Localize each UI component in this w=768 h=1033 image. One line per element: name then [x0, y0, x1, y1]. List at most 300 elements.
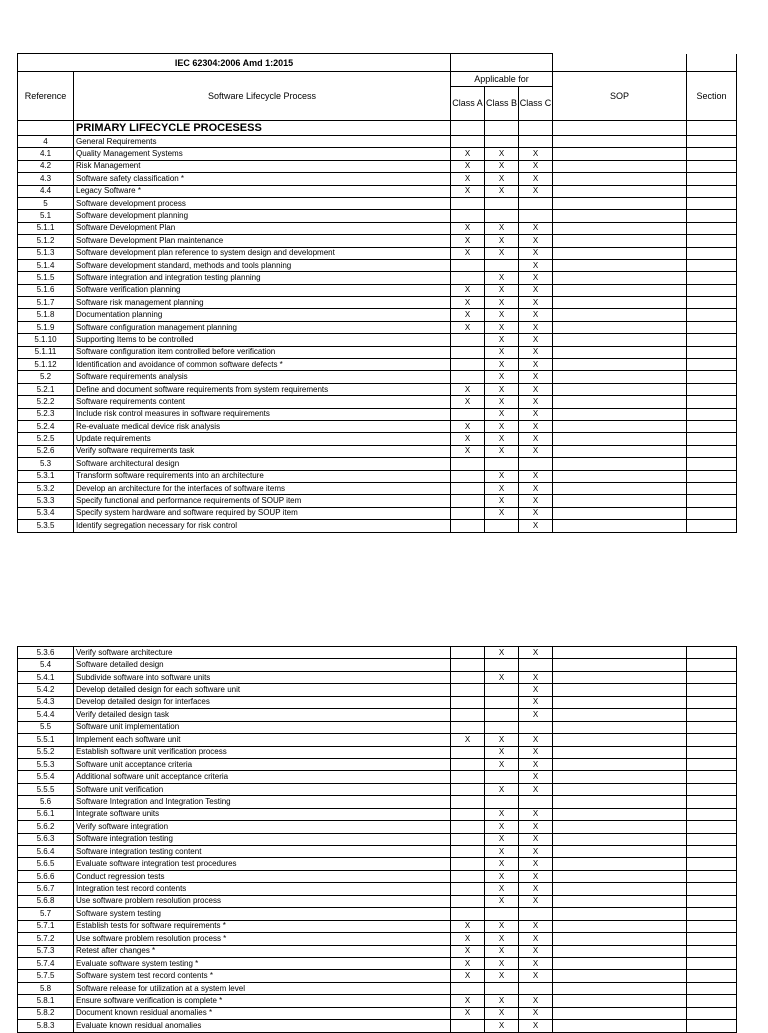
reference-cell: 5.1.10	[18, 334, 74, 346]
sop-cell	[553, 160, 687, 172]
section-cell	[687, 272, 737, 284]
process-cell: Software Development Plan maintenance	[74, 235, 451, 247]
class-c-cell: X	[519, 470, 553, 482]
class-c-cell: X	[519, 346, 553, 358]
class-b-cell: X	[485, 247, 519, 259]
process-cell: Software detailed design	[74, 659, 451, 671]
section-cell	[687, 846, 737, 858]
class-b-cell: X	[485, 671, 519, 683]
class-b-cell: X	[485, 957, 519, 969]
section-cell	[687, 321, 737, 333]
table-row	[18, 197, 737, 209]
process-cell: Software risk management planning	[74, 297, 451, 309]
section-cell	[687, 173, 737, 185]
class-b-cell: X	[485, 359, 519, 371]
class-c-cell: X	[519, 734, 553, 746]
table-row	[18, 846, 737, 858]
class-a-cell: X	[451, 321, 485, 333]
section-cell	[687, 659, 737, 671]
section-cell	[687, 970, 737, 982]
reference-cell: 5.1.5	[18, 272, 74, 284]
class-a-cell	[451, 259, 485, 271]
sop-cell	[553, 297, 687, 309]
reference-cell: 5.7.1	[18, 920, 74, 932]
process-cell: Software release for utilization at a system level	[74, 982, 451, 994]
class-b-cell: X	[485, 1020, 519, 1032]
class-b-cell: X	[485, 970, 519, 982]
class-a-cell: X	[451, 160, 485, 172]
class-b-cell: X	[485, 445, 519, 457]
sop-cell	[553, 470, 687, 482]
class-c-cell: X	[519, 235, 553, 247]
sop-cell	[553, 870, 687, 882]
requirements-table-page-2	[17, 646, 737, 1033]
sop-cell	[553, 858, 687, 870]
table-row	[18, 908, 737, 920]
section-cell	[687, 957, 737, 969]
process-cell: Software unit acceptance criteria	[74, 758, 451, 770]
section-cell	[687, 396, 737, 408]
reference-cell: 5.7.2	[18, 933, 74, 945]
process-cell: Implement each software unit	[74, 734, 451, 746]
table-row	[18, 383, 737, 395]
class-a-cell	[451, 883, 485, 895]
sop-cell	[553, 647, 687, 659]
process-cell: Include risk control measures in software requirements	[74, 408, 451, 420]
class-b-cell: X	[485, 160, 519, 172]
class-a-cell	[451, 771, 485, 783]
table-row	[18, 783, 737, 795]
table-row	[18, 883, 737, 895]
process-cell: Identify segregation necessary for risk control	[74, 520, 451, 532]
reference-cell: 5.1.9	[18, 321, 74, 333]
class-c-cell: X	[519, 858, 553, 870]
section-cell	[687, 136, 737, 148]
table-row	[18, 771, 737, 783]
section-cell	[687, 185, 737, 197]
process-cell: Software safety classification *	[74, 173, 451, 185]
class-b-cell: X	[485, 433, 519, 445]
process-cell: Verify software integration	[74, 821, 451, 833]
class-b-cell: X	[485, 235, 519, 247]
class-c-cell: X	[519, 920, 553, 932]
sop-cell	[553, 933, 687, 945]
class-a-cell	[451, 783, 485, 795]
sop-cell	[553, 185, 687, 197]
process-cell: Additional software unit acceptance criteria	[74, 771, 451, 783]
reference-cell: 5.3.5	[18, 520, 74, 532]
class-c-cell	[519, 721, 553, 733]
table-row	[18, 758, 737, 770]
table-row	[18, 470, 737, 482]
section-cell	[687, 783, 737, 795]
class-c-cell	[519, 796, 553, 808]
class-b-cell	[485, 908, 519, 920]
process-cell: Ensure software verification is complete *	[74, 995, 451, 1007]
class-c-cell: X	[519, 995, 553, 1007]
class-b-cell: X	[485, 408, 519, 420]
class-a-cell: X	[451, 247, 485, 259]
class-b-cell: X	[485, 995, 519, 1007]
section-cell	[687, 297, 737, 309]
table-row	[18, 160, 737, 172]
process-cell: Software integration and integration testing planning	[74, 272, 451, 284]
section-cell	[687, 371, 737, 383]
class-a-cell	[451, 982, 485, 994]
class-a-cell: X	[451, 433, 485, 445]
blank-header-cell	[687, 54, 737, 72]
sop-cell	[553, 659, 687, 671]
class-c-cell: X	[519, 1007, 553, 1019]
class-a-cell: X	[451, 383, 485, 395]
blank-header-cell	[451, 54, 553, 72]
section-cell	[687, 908, 737, 920]
class-a-cell	[451, 846, 485, 858]
class-c-cell: X	[519, 173, 553, 185]
sop-cell	[553, 334, 687, 346]
class-a-cell	[451, 870, 485, 882]
class-c-cell: X	[519, 160, 553, 172]
section-cell	[687, 197, 737, 209]
class-a-cell	[451, 758, 485, 770]
section-cell	[687, 507, 737, 519]
reference-cell: 5.5.3	[18, 758, 74, 770]
reference-cell: 5.6.3	[18, 833, 74, 845]
class-c-cell: X	[519, 870, 553, 882]
class-c-cell	[519, 982, 553, 994]
class-c-cell: X	[519, 957, 553, 969]
section-cell	[687, 482, 737, 494]
section-cell	[687, 222, 737, 234]
table-row	[18, 520, 737, 532]
section-cell	[687, 259, 737, 271]
class-c-cell: X	[519, 185, 553, 197]
process-cell: Evaluate known residual anomalies	[74, 1020, 451, 1032]
reference-cell: 5.1.8	[18, 309, 74, 321]
section-cell	[687, 1020, 737, 1032]
section-cell	[687, 895, 737, 907]
reference-cell: 5.7.3	[18, 945, 74, 957]
class-b-cell: X	[485, 284, 519, 296]
process-cell: Software integration testing content	[74, 846, 451, 858]
class-a-cell	[451, 371, 485, 383]
process-cell: General Requirements	[74, 136, 451, 148]
table-row	[18, 309, 737, 321]
blank-cell	[18, 121, 74, 136]
class-a-cell: X	[451, 920, 485, 932]
table-row	[18, 957, 737, 969]
class-a-cell: X	[451, 957, 485, 969]
class-b-cell: X	[485, 746, 519, 758]
process-cell: Quality Management Systems	[74, 148, 451, 160]
section-cell	[687, 495, 737, 507]
process-cell: Verify detailed design task	[74, 709, 451, 721]
sop-cell	[553, 945, 687, 957]
process-cell: Conduct regression tests	[74, 870, 451, 882]
requirements-table-page-1	[17, 53, 737, 533]
class-a-cell	[451, 659, 485, 671]
blank-cell	[485, 121, 519, 136]
class-c-cell: X	[519, 833, 553, 845]
process-cell: Software development process	[74, 197, 451, 209]
process-cell: Update requirements	[74, 433, 451, 445]
class-c-cell	[519, 197, 553, 209]
class-a-cell: X	[451, 185, 485, 197]
reference-cell: 5.2.4	[18, 420, 74, 432]
sop-cell	[553, 734, 687, 746]
class-a-cell	[451, 408, 485, 420]
class-c-cell	[519, 908, 553, 920]
sop-cell	[553, 846, 687, 858]
table-row	[18, 796, 737, 808]
class-a-cell	[451, 359, 485, 371]
class-b-cell	[485, 520, 519, 532]
reference-cell: 5.8.1	[18, 995, 74, 1007]
section-cell	[687, 858, 737, 870]
section-cell	[687, 671, 737, 683]
sop-cell	[553, 507, 687, 519]
class-b-cell: X	[485, 870, 519, 882]
section-cell	[687, 445, 737, 457]
class-c-cell: X	[519, 746, 553, 758]
table-row	[18, 858, 737, 870]
class-a-cell	[451, 858, 485, 870]
section-cell	[687, 870, 737, 882]
sop-cell	[553, 136, 687, 148]
reference-cell: 5.3.2	[18, 482, 74, 494]
reference-cell: 5.6.4	[18, 846, 74, 858]
table-row	[18, 235, 737, 247]
reference-cell: 5.1.7	[18, 297, 74, 309]
class-b-cell: X	[485, 920, 519, 932]
class-b-cell: X	[485, 821, 519, 833]
section-cell	[687, 995, 737, 1007]
sop-cell	[553, 684, 687, 696]
section-cell	[687, 148, 737, 160]
class-a-cell	[451, 197, 485, 209]
class-b-cell: X	[485, 758, 519, 770]
class-c-cell	[519, 136, 553, 148]
reference-cell: 5.2.2	[18, 396, 74, 408]
table-row	[18, 833, 737, 845]
process-cell: Retest after changes *	[74, 945, 451, 957]
section-cell	[687, 746, 737, 758]
class-c-cell: X	[519, 321, 553, 333]
class-a-cell: X	[451, 734, 485, 746]
process-cell: Re-evaluate medical device risk analysis	[74, 420, 451, 432]
process-cell: Subdivide software into software units	[74, 671, 451, 683]
process-cell: Document known residual anomalies *	[74, 1007, 451, 1019]
reference-cell: 4.2	[18, 160, 74, 172]
class-b-cell	[485, 210, 519, 222]
class-a-cell: X	[451, 945, 485, 957]
sop-cell	[553, 371, 687, 383]
table-row	[18, 970, 737, 982]
section-cell	[687, 771, 737, 783]
process-cell: Software unit implementation	[74, 721, 451, 733]
class-b-cell	[485, 659, 519, 671]
class-c-cell: X	[519, 945, 553, 957]
reference-cell: 5.5.1	[18, 734, 74, 746]
class-b-cell	[485, 458, 519, 470]
class-a-cell: X	[451, 445, 485, 457]
sop-column-header: SOP	[553, 72, 687, 121]
table-row	[18, 346, 737, 358]
class-b-cell	[485, 796, 519, 808]
class-a-cell: X	[451, 995, 485, 1007]
process-cell: Specify functional and performance requirements of SOUP item	[74, 495, 451, 507]
blank-cell	[687, 121, 737, 136]
class-a-cell: X	[451, 309, 485, 321]
table-row	[18, 148, 737, 160]
section-cell	[687, 160, 737, 172]
table-row	[18, 359, 737, 371]
table-row	[18, 734, 737, 746]
process-cell: Legacy Software *	[74, 185, 451, 197]
table-row	[18, 433, 737, 445]
sop-cell	[553, 957, 687, 969]
class-a-cell: X	[451, 396, 485, 408]
table-row	[18, 247, 737, 259]
class-b-cell: X	[485, 647, 519, 659]
process-cell: Software requirements content	[74, 396, 451, 408]
section-cell	[687, 821, 737, 833]
class-a-cell: X	[451, 173, 485, 185]
process-cell: Software configuration management planning	[74, 321, 451, 333]
reference-cell: 5.3	[18, 458, 74, 470]
reference-cell: 5.1.11	[18, 346, 74, 358]
sop-cell	[553, 433, 687, 445]
process-cell: Use software problem resolution process *	[74, 933, 451, 945]
sop-cell	[553, 995, 687, 1007]
reference-cell: 5.2.1	[18, 383, 74, 395]
blank-cell	[451, 121, 485, 136]
reference-cell: 5.1	[18, 210, 74, 222]
class-c-cell: X	[519, 758, 553, 770]
class-b-cell: X	[485, 297, 519, 309]
reference-cell: 4.4	[18, 185, 74, 197]
class-b-cell: X	[485, 420, 519, 432]
class-c-cell: X	[519, 408, 553, 420]
process-cell: Risk Management	[74, 160, 451, 172]
table-row	[18, 136, 737, 148]
class-a-cell	[451, 808, 485, 820]
section-cell	[687, 734, 737, 746]
class-b-cell	[485, 197, 519, 209]
class-c-cell: X	[519, 783, 553, 795]
section-title: PRIMARY LIFECYCLE PROCESESS	[74, 121, 451, 136]
section-cell	[687, 470, 737, 482]
class-c-cell: X	[519, 821, 553, 833]
class-c-cell: X	[519, 222, 553, 234]
sop-cell	[553, 520, 687, 532]
class-c-cell: X	[519, 247, 553, 259]
table-row	[18, 945, 737, 957]
class-c-cell: X	[519, 771, 553, 783]
section-cell	[687, 309, 737, 321]
class-a-cell	[451, 272, 485, 284]
table-row	[18, 920, 737, 932]
reference-cell: 5.7	[18, 908, 74, 920]
class-b-cell: X	[485, 783, 519, 795]
sop-cell	[553, 808, 687, 820]
class-b-cell	[485, 709, 519, 721]
class-a-column-header: Class A	[451, 87, 485, 121]
class-c-cell: X	[519, 359, 553, 371]
section-cell	[687, 433, 737, 445]
sop-cell	[553, 346, 687, 358]
process-cell: Software system test record contents *	[74, 970, 451, 982]
class-a-cell	[451, 136, 485, 148]
sop-cell	[553, 383, 687, 395]
class-c-column-header: Class C	[519, 87, 553, 121]
class-a-cell	[451, 895, 485, 907]
process-cell: Evaluate software integration test procedures	[74, 858, 451, 870]
class-b-cell: X	[485, 895, 519, 907]
class-c-cell: X	[519, 846, 553, 858]
reference-cell: 5.5.2	[18, 746, 74, 758]
table-row	[18, 185, 737, 197]
table-row	[18, 895, 737, 907]
class-b-cell: X	[485, 808, 519, 820]
class-b-column-header: Class B	[485, 87, 519, 121]
reference-cell: 5.1.4	[18, 259, 74, 271]
sop-cell	[553, 883, 687, 895]
sop-cell	[553, 908, 687, 920]
class-c-cell	[519, 659, 553, 671]
class-a-cell: X	[451, 148, 485, 160]
section-cell	[687, 920, 737, 932]
section-cell	[687, 709, 737, 721]
reference-cell: 5.4.1	[18, 671, 74, 683]
reference-cell: 4.3	[18, 173, 74, 185]
process-cell: Develop an architecture for the interfaces of software items	[74, 482, 451, 494]
class-c-cell: X	[519, 671, 553, 683]
section-cell	[687, 359, 737, 371]
class-c-cell: X	[519, 297, 553, 309]
process-cell: Software integration testing	[74, 833, 451, 845]
class-b-cell	[485, 684, 519, 696]
class-c-cell: X	[519, 933, 553, 945]
class-b-cell: X	[485, 309, 519, 321]
section-cell	[687, 933, 737, 945]
reference-cell: 5.3.4	[18, 507, 74, 519]
table-row	[18, 808, 737, 820]
table-row	[18, 420, 737, 432]
class-b-cell: X	[485, 833, 519, 845]
sop-cell	[553, 895, 687, 907]
process-cell: Software architectural design	[74, 458, 451, 470]
reference-cell: 5.6	[18, 796, 74, 808]
class-c-cell: X	[519, 259, 553, 271]
reference-cell: 5.4.4	[18, 709, 74, 721]
class-a-cell	[451, 709, 485, 721]
table-row	[18, 210, 737, 222]
process-cell: Verify software architecture	[74, 647, 451, 659]
process-cell: Software unit verification	[74, 783, 451, 795]
class-c-cell: X	[519, 445, 553, 457]
sop-cell	[553, 783, 687, 795]
blank-cell	[553, 121, 687, 136]
class-b-cell: X	[485, 734, 519, 746]
document-title: IEC 62304:2006 Amd 1:2015	[18, 54, 451, 72]
reference-cell: 5.6.5	[18, 858, 74, 870]
reference-cell: 4	[18, 136, 74, 148]
table-row	[18, 272, 737, 284]
section-cell	[687, 520, 737, 532]
sop-cell	[553, 259, 687, 271]
section-cell	[687, 1007, 737, 1019]
